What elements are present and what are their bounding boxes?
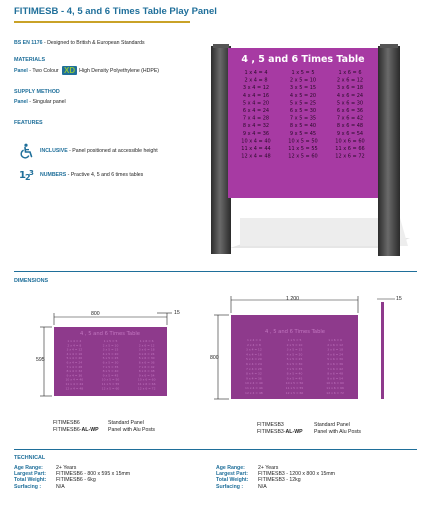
faint-table-entry: 6 x 6 = 36 xyxy=(138,360,155,365)
svg-text:4 , 5 and 6 Times Table: 4 , 5 and 6 Times Table xyxy=(264,329,326,335)
technical-left xyxy=(14,465,130,490)
faint-table-entry: 7 x 6 = 42 xyxy=(327,366,344,371)
materials-line xyxy=(14,66,159,75)
features-heading: FEATURES xyxy=(14,120,43,126)
tech-left-row: Surfacing : N/A xyxy=(14,483,65,490)
times-table-entry: 1 x 6 = 6 xyxy=(338,70,362,76)
dimension-drawing-large xyxy=(205,293,415,405)
tech-left-row: Age Range: 2+ Years xyxy=(14,465,77,471)
faint-table-entry: 12 x 4 = 48 xyxy=(245,390,263,395)
faint-table-entry: 4 x 5 = 20 xyxy=(102,351,119,356)
standard-line xyxy=(14,40,145,46)
times-table-entry: 9 x 5 = 45 xyxy=(289,130,317,137)
svg-text:1: 1 xyxy=(19,170,26,181)
times-table-entry: 3 x 5 = 15 xyxy=(289,85,317,92)
faint-table-entry: 7 x 5 = 35 xyxy=(286,366,303,371)
faint-table-entry: 11 x 4 = 44 xyxy=(65,382,84,386)
technical-rule xyxy=(14,449,417,450)
times-table-entry: 4 x 6 = 24 xyxy=(336,92,364,99)
standard-code: BS EN 1176 xyxy=(14,40,43,46)
times-table-entry: 4 x 4 = 16 xyxy=(242,92,270,99)
times-table-entry: 7 x 4 = 28 xyxy=(242,115,270,122)
faint-table-entry: 8 x 4 = 32 xyxy=(245,371,262,376)
technical-heading: TECHNICAL xyxy=(14,455,46,461)
times-table-entry: 2 x 4 = 8 xyxy=(244,77,268,84)
xd-logo-icon xyxy=(62,66,77,75)
times-table-entry: 10 x 6 = 60 xyxy=(335,138,365,145)
faint-table-entry: 5 x 4 = 20 xyxy=(245,357,262,362)
technical-right xyxy=(216,465,335,490)
faint-table-entry: 9 x 5 = 45 xyxy=(286,376,303,381)
small-height-label: 595 xyxy=(36,357,45,363)
wheelchair-icon xyxy=(19,143,33,157)
dimensions-heading: DIMENSIONS xyxy=(14,278,49,284)
faint-table-entry: 10 x 4 = 40 xyxy=(65,377,84,382)
faint-table-entry: 7 x 6 = 42 xyxy=(138,364,155,369)
feature-inclusive xyxy=(40,148,158,154)
tech-left-row: Largest Part: FITIMESB6 - 800 x 595 x 15mm xyxy=(14,471,131,478)
tech-right-row: Age Range: 2+ Years xyxy=(216,465,279,471)
faint-table-entry: 3 x 5 = 15 xyxy=(286,347,303,352)
small-depth-label: 15 xyxy=(174,310,180,316)
numbers-icon xyxy=(19,167,33,181)
faint-table-entry: 5 x 4 = 20 xyxy=(66,356,83,361)
faint-table-entry: 3 x 6 = 18 xyxy=(138,347,155,352)
faint-table-entry: 11 x 5 = 55 xyxy=(101,382,120,386)
materials-text-after: High Density Polyethylene (HDPE) xyxy=(79,67,160,74)
product-image xyxy=(200,38,420,263)
faint-table-entry: 1 x 6 = 6 xyxy=(139,339,154,343)
tech-right-row: Total Weight: FITIMESB3 - 12kg xyxy=(216,477,301,484)
code-right-2: FITIMESB3-AL-WP xyxy=(257,429,303,435)
faint-table-entry: 7 x 4 = 28 xyxy=(245,366,262,371)
faint-table-entry: 11 x 4 = 44 xyxy=(245,386,263,390)
faint-table-entry: 4 x 6 = 24 xyxy=(327,352,344,357)
times-table-entry: 2 x 5 = 10 xyxy=(289,77,317,84)
faint-table-entry: 10 x 5 = 50 xyxy=(285,381,304,386)
faint-table-entry: 3 x 4 = 12 xyxy=(66,347,83,352)
page-title: FITIMESB - 4, 5 and 6 Times Table Play Panel xyxy=(14,6,217,17)
times-table-entry: 8 x 4 = 32 xyxy=(242,123,270,130)
supply-heading: SUPPLY METHOD xyxy=(14,89,60,95)
times-table-entry: 9 x 4 = 36 xyxy=(242,130,270,137)
right-post xyxy=(378,46,400,256)
times-table-entry: 2 x 6 = 12 xyxy=(336,77,364,84)
faint-table-entry: 5 x 6 = 30 xyxy=(138,356,155,361)
faint-table-entry: 1 x 5 = 5 xyxy=(287,338,302,342)
times-table-entry: 7 x 6 = 42 xyxy=(336,115,364,122)
supply-line xyxy=(14,99,66,105)
tech-right-row: Surfacing : N/A xyxy=(216,483,267,490)
code-left-2: FITIMESB6-AL-WP xyxy=(53,427,99,433)
faint-table-entry: 4 x 5 = 20 xyxy=(286,352,303,357)
times-table-entry: 7 x 5 = 35 xyxy=(289,115,317,122)
times-table-entry: 6 x 6 = 36 xyxy=(336,108,364,114)
faint-table-entry: 10 x 4 = 40 xyxy=(245,381,263,386)
large-panel-side xyxy=(381,302,384,399)
faint-table-entry: 2 x 5 = 10 xyxy=(286,342,303,347)
dimensions-rule xyxy=(14,271,417,272)
code-right-2-desc: Panel with Alu Posts xyxy=(314,429,362,435)
faint-table-entry: 6 x 4 = 24 xyxy=(66,360,83,365)
faint-table-entry: 3 x 6 = 18 xyxy=(327,347,344,352)
panel-title-text: 4 , 5 and 6 Times Table xyxy=(241,54,365,65)
faint-table-entry: 9 x 6 = 54 xyxy=(138,373,155,378)
faint-table-entry: 1 x 5 = 5 xyxy=(103,339,118,343)
faint-table-entry: 10 x 5 = 50 xyxy=(101,377,120,382)
faint-table-entry: 2 x 6 = 12 xyxy=(327,342,344,347)
tech-left-row: Total Weight: FITIMESB6 - 6kg xyxy=(14,477,96,484)
faint-table-entry: 3 x 5 = 15 xyxy=(102,347,119,352)
faint-table-entry: 1 x 6 = 6 xyxy=(328,338,343,342)
times-table-entry: 12 x 4 = 48 xyxy=(241,153,271,160)
svg-text:2: 2 xyxy=(25,173,31,182)
times-table-entry: 11 x 4 = 44 xyxy=(241,146,271,152)
times-table-entry: 12 x 6 = 72 xyxy=(335,153,365,160)
times-table-entry: 8 x 5 = 40 xyxy=(289,123,317,130)
faint-table-entry: 8 x 5 = 40 xyxy=(102,369,119,374)
code-left-2-desc: Panel with Alu Posts xyxy=(108,427,156,433)
faint-table-entry: 11 x 6 = 66 xyxy=(326,386,344,390)
times-table-entry: 5 x 4 = 20 xyxy=(242,100,270,107)
faint-table-entry: 8 x 4 = 32 xyxy=(66,369,83,374)
materials-text-before: - Two Colour xyxy=(27,67,61,74)
code-left-1: FITIMESB6 xyxy=(53,420,80,426)
small-width-label: 800 xyxy=(91,311,100,317)
faint-table-entry: 4 x 6 = 24 xyxy=(138,351,155,356)
xd-logo-text: XD xyxy=(64,66,76,75)
large-height-label: 800 xyxy=(210,355,219,361)
faint-table-entry: 11 x 5 = 55 xyxy=(285,386,304,390)
faint-table-entry: 9 x 4 = 36 xyxy=(66,373,83,378)
times-table-entry: 11 x 6 = 66 xyxy=(335,146,365,152)
faint-table-entry: 6 x 4 = 24 xyxy=(245,362,262,366)
times-table-entry: 12 x 5 = 60 xyxy=(288,153,318,160)
faint-table-entry: 12 x 4 = 48 xyxy=(65,386,84,391)
times-table-entry: 6 x 5 = 30 xyxy=(289,108,317,114)
times-table-entry: 10 x 4 = 40 xyxy=(241,138,271,145)
times-table-entry: 11 x 5 = 55 xyxy=(288,146,318,152)
supply-label: Panel xyxy=(14,99,28,105)
faint-table-entry: 2 x 4 = 8 xyxy=(67,343,82,348)
faint-table-entry: 9 x 4 = 36 xyxy=(245,376,262,381)
faint-table-entry: 1 x 4 = 4 xyxy=(246,338,261,342)
tech-right-row: Largest Part: FITIMESB3 - 1200 x 800 x 15mm xyxy=(216,471,335,478)
times-table-entry: 1 x 5 = 5 xyxy=(291,70,315,76)
svg-text:4 , 5 and 6 Times Table: 4 , 5 and 6 Times Table xyxy=(79,331,141,337)
faint-table-entry: 5 x 6 = 30 xyxy=(327,357,344,362)
times-table-entry: 3 x 4 = 12 xyxy=(242,85,270,92)
times-table-entry: 5 x 5 = 25 xyxy=(289,100,317,107)
faint-table-entry: 10 x 6 = 60 xyxy=(137,377,156,382)
times-table-entry: 3 x 6 = 18 xyxy=(336,85,364,92)
faint-table-entry: 8 x 6 = 48 xyxy=(327,371,344,376)
times-table-entry: 6 x 4 = 24 xyxy=(242,108,270,114)
times-table-entry: 8 x 6 = 48 xyxy=(336,123,364,130)
feature-numbers-text: - Practive 4, 5 and 6 times tables xyxy=(66,172,144,178)
faint-table-entry: 3 x 4 = 12 xyxy=(245,347,262,352)
materials-heading: MATERIALS xyxy=(14,57,46,63)
faint-table-entry: 12 x 6 = 72 xyxy=(326,390,344,395)
times-table-entry: 9 x 6 = 54 xyxy=(336,130,364,137)
faint-table-entry: 6 x 5 = 30 xyxy=(286,362,303,366)
faint-table-entry: 5 x 5 = 25 xyxy=(102,356,119,361)
dimension-drawing-small xyxy=(30,305,190,405)
standard-text: - Designed to British & European Standards xyxy=(42,40,145,46)
title-underline xyxy=(14,21,190,23)
materials-label: Panel xyxy=(14,67,28,74)
faint-table-entry: 5 x 5 = 25 xyxy=(286,357,303,362)
feature-inclusive-text: - Panel positioned at accessible height xyxy=(67,148,158,154)
feature-numbers-label: NUMBERS xyxy=(40,172,67,178)
code-right-1-desc: Standard Panel xyxy=(314,422,350,428)
faint-table-entry: 8 x 5 = 40 xyxy=(286,371,303,376)
supply-text: - Singular panel xyxy=(27,99,66,105)
faint-table-entry: 12 x 5 = 60 xyxy=(101,386,120,391)
faint-table-entry: 2 x 5 = 10 xyxy=(102,343,119,348)
faint-table-entry: 1 x 4 = 4 xyxy=(67,339,82,343)
code-right-1: FITIMESB3 xyxy=(257,422,284,428)
code-left-1-desc: Standard Panel xyxy=(108,420,144,426)
feature-numbers xyxy=(40,172,143,178)
large-depth-label: 15 xyxy=(396,296,402,302)
faint-table-entry: 6 x 5 = 30 xyxy=(102,360,119,365)
faint-table-entry: 9 x 6 = 54 xyxy=(327,376,344,381)
faint-table-entry: 9 x 5 = 45 xyxy=(102,373,119,378)
svg-text:3: 3 xyxy=(29,169,34,177)
feature-inclusive-label: INCLUSIVE xyxy=(40,148,68,154)
faint-table-entry: 4 x 4 = 16 xyxy=(66,351,83,356)
faint-table-entry: 7 x 5 = 35 xyxy=(102,364,119,369)
faint-table-entry: 11 x 6 = 66 xyxy=(137,382,156,386)
times-table-entry: 1 x 4 = 4 xyxy=(244,70,268,76)
faint-table-entry: 7 x 4 = 28 xyxy=(66,364,83,369)
faint-table-entry: 8 x 6 = 48 xyxy=(138,369,155,374)
faint-table-entry: 6 x 6 = 36 xyxy=(327,362,344,366)
faint-table-entry: 2 x 6 = 12 xyxy=(138,343,155,348)
times-table-entry: 4 x 5 = 20 xyxy=(289,92,317,99)
faint-table-entry: 10 x 6 = 60 xyxy=(326,381,344,386)
faint-table-entry: 12 x 6 = 72 xyxy=(137,386,156,391)
times-table-entry: 10 x 5 = 50 xyxy=(288,138,318,145)
large-width-label: 1 200 xyxy=(286,296,299,302)
small-panel-side xyxy=(161,327,164,396)
times-table-entry: 5 x 6 = 30 xyxy=(336,100,364,107)
faint-table-entry: 12 x 5 = 60 xyxy=(285,390,304,395)
faint-table-entry: 4 x 4 = 16 xyxy=(245,352,262,357)
faint-table-entry: 2 x 4 = 8 xyxy=(246,342,261,347)
